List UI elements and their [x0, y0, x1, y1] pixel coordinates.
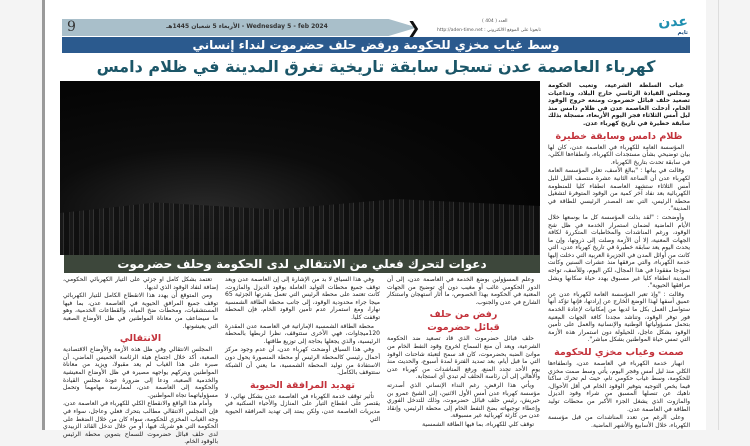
- paragraph: تعتمد بشكل كامل او جزئي على التيار الكهربائي الحكومي، إضافة لنفاد الوقود الذي لديها.: [63, 276, 218, 291]
- chevron-arrow-icon: ❯: [407, 18, 421, 37]
- subheading: رفض من حلف قبائل حضرموت: [427, 309, 500, 334]
- bottom-column-1: [387, 276, 540, 430]
- page-header: [62, 14, 690, 37]
- subheading: تهديد المرافقة الحيوية: [249, 379, 355, 391]
- main-headline: كهرباء العاصمة عدن تسجل سابقة تاريخية تغرق المدينة في ظلام دامس: [96, 57, 656, 76]
- bottom-column-3: [63, 276, 218, 446]
- kicker-bar: وسط غياب مخزي للحكومة ورفض حلف حضرموت لنداء إنساني: [62, 37, 690, 53]
- paragraph: غياب السلطة الشرعية، وتغيب الحكومة ومجلس القيادة الرئاسي خارج البلاد، وتداعيات تصعيد حلف قبائل حضرموت ومنعه خروج الوقود الخام، أدخلت العاصمة عدن في ظلام دامس منذ ليل أمس الثلاثاء فجر اليوم الأربعاء، مسجلة بذلك سابقة خطيرة في تاريخ كهرباء عدن.: [548, 82, 690, 127]
- city-skyline: [60, 185, 540, 255]
- aden-time-logo: [628, 15, 688, 37]
- subheading: الانتقالي: [119, 333, 162, 345]
- paragraph: وفي هذا السياق أوضحت كهرباء عدن، أن عدم وجود مركز أحمال رئيسي كالمحطة الرئيس أو محطة المنصورة يحول دون الاستفادة من توليد المحطة الشمسية، ما يعني أن الشبكة ستتوقف بالكامل.: [225, 346, 380, 377]
- paragraph: ومن المتوقع أن يهدد هذا الانقطاع الكامل للتيار الكهربائي توقف جميع المرافق الحيوية في العاصمة عدن، بما فيها المستشفيات، ومحطات ضخ المياه، والقطاعات الخدمية، وهو ما سيضاعف من معاناة المواطنين في ظل الأوضاع الصعبة التي يعيشونها.: [63, 292, 218, 330]
- page-number: 9: [67, 19, 76, 35]
- paragraph: حلف قبائل حضرموت الذي قاد تصعيد ضد الحكومة الشرعية، ويعد أن منع السماح لخروج وقود النفط الخام من موانئ الضبه بحضرموت، كان قد سمح لتعبئة شاحنات الوقود التي ما قبل أيام، بعد تمديد الفترة لمدة أسبوع، والحديث منذ يوم الأحد تجدد المنع، ورفع المناشدات من كهرباء عدن والأهالي إلى أن رئاسة الحلف لم تبدي أي استجابة.: [387, 335, 540, 381]
- paragraph: المؤسسة العامة للكهرباء في العاصمة عدن، كان لها بيان توضيحي بشأن مستجدات الكهرباء، وانطفاءها الكلي، في سابقة تحدث بتاريخ الكهرباء.: [548, 143, 690, 166]
- paragraph: وعلم المسؤولين بوضع الخدمة في العاصمة عدن، إلى أن الدور الحكومي غائب أو مغيب دون أي توضيح من الجهات المعنية في الحكومة بهذا الخصوص، ما أثار استهجان واستنكار الشارع في عدن والجنوب.: [387, 276, 540, 306]
- paragraph: تأثير توقف خدمة الكهرباء في العاصمة عدن بشكل نهائي، لا يقتصر على انقطاع التيار على المنازل والأحياء السكنية في مديريات العاصمة عدن، ولكن يمتد إلى تهديد المرافقة الحيوية التي: [225, 392, 380, 423]
- dark-city-photo: [60, 81, 540, 255]
- paragraph: محطة الطاقة الشمسية الإماراتية في العاصمة عدن المقدرة 120ميجاوات، فهي الأخرى ستتوقف، نظرا لربطها بالمحطة الرئيسية، والذي يجعلها بحاجة إلى توزيع طاقتها.: [225, 322, 380, 345]
- paragraph: انهيار خدمة الكهرباء في العاصمة عدن، وانطفاءها الكلي منذ ليل أمس وفجر اليوم، يأتي وسط صمت مخزي للحكومة، وسط غياب حكومي تام، حيث لم تحرك ساكنا فيما يخص التوجيه بتوفير الوقود الخام في أقل الأحوال، ناهيك عن تنصلها المسبق من شراء وقود الديزل والمازوت الذي يشغل الجزء الأكبر من محطات توليد الطاقة في العاصمة عدن.: [548, 360, 690, 413]
- logo-sub: تايم: [677, 30, 688, 36]
- paragraph: توقف كلي للكهرباء، بما فيها الطاقة الشمسية: [422, 420, 534, 428]
- issue-date: Wednesday 5 - feb 2024 - الأربعاء 5 شعبان 1445هـ: [166, 23, 328, 30]
- paragraph: ويأتي هذا الرفض، رغم النداء الإنساني الذي أصدرته مؤسسة كهرباء عدن أمس الأول الاثنين، إلى الشيخ عمرو بن حبريش، رئيس حلف قبائل حضرموت، وذلك للتدخل الفوري وإعطاء توجيهاته بضخ النفط الخام إلى محطة الرئيس، وإنقاذ عدن من كارثة كهربائية غير مسبوقة.: [387, 381, 540, 420]
- paragraph: وأمام هذا الواقع والانقطاع الكلي للكهرباء في العاصمة عدن، فإن المجلس الانتقالي مطالب بتحرك فعلي وعاجل، سواء في وجه الغياب المخزي للحكومة، سواء كان من خلال الضغط على الحكومة التي هو شريك فيها، أو من خلال تدخل القائد الزبيدي لدى حلف قبائل حضرموت للسماح بتموين محطة الرئيس بالوقود الخام.: [63, 400, 218, 446]
- right-column: [548, 82, 690, 430]
- website-link[interactable]: تابعونا على الموقع الالكتروني : http://aden-time.net: [437, 28, 542, 33]
- subheading: ظلام دامس وسابقة خطيرة: [555, 130, 683, 142]
- subheading: صمت وغياب مخزي للحكومة: [554, 347, 684, 358]
- bottom-column-2: [225, 276, 380, 430]
- frame-divider: [718, 0, 719, 430]
- paragraph: وفي هذا السياق لا بد من الإشارة إلى إن العاصمة عدن ويعد توقف جميع محطات التوليد العاملة بوقود الديزل والمازوت، كانت تعتمد على محطة الرئيس التي تعمل بقدرتها الجزئية 65 ميجا جراء محدودية الوقود، إلى جانب محطة الطاقة الشمسية نهارا، ومع استمرار عدم تأمين الوقود الخام، فإن المحطة توقفت كليا.: [225, 276, 380, 321]
- paragraph: وقالت : "وإذ تعبر المؤسسة العامة لكهرباء عدن عن عميق أسفها لهذا الوضع الخارج عن إرادتها، فإنها تؤكد أنها ستواصل العمل بكل ما لديها من إمكانيات لإعادة الخدمة فور توفر الوقود، وتناشد مجددا كافة الجهات المعنية بتحمل مسؤولياتها الوطنية والإنسانية والعمل على تأمين الوقود بشكل عاجل، للحيلولة دون استمرار هذه الأزمة التي تمس حياة المواطنين بشكل مباشر".: [548, 290, 690, 344]
- paragraph: وقالت في بيانها : "ببالغ الأسف، تعلن المؤسسة العامة لكهرباء عدن أن الساعة الثانية عشرة منتصف الليل لليل أمس الثلاثاء ستشهد العاصمة انطفاء كليا للمنظومة الكهربائية بعد نفاد آخر كمية من الوقود المتوفرة لتشغيل محطة الرئيس، التي تعد المصدر الرئيسي للطاقة في المدينة".: [548, 167, 690, 213]
- paragraph: وأوضحت : "لقد بذلت المؤسسة كل ما بوسعها خلال الأيام الماضية لضمان استمرار الخدمة في ظل شح الوقود، ورغم المناشدات والمخاطبات المتكررة لكافة الجهات المعنية، إلا أن الأزمة وصلت إلى ذروتها، وإن ما يحدث اليوم يعد سابقة خطيرة في تاريخ كهرباء عدن، التي كانت من أوائل المدن في الجزيرة العربية التي دخلت إليها خدمة الكهرباء، والتي مرفقها منذ عشرات السنين وكانت نموذجا مفقودا في هذا المجال، لكن اليوم، وللأسف، تواجه المدينة انطفاء كليا غير مسبوق يهدد حياة سكانها ويشل مرافقها الحيوية".: [548, 213, 690, 290]
- photo-caption: دعوات لتحرك فعلي من الانتقالي لدى الحكومة وحلف حضرموت: [64, 255, 540, 273]
- issue-number: العدد ( 404 ): [482, 19, 508, 24]
- paragraph: المجلس الانتقالي وفي ظل هذه الأزمة والأوضاع الاقتصادية الصعبة، أكد خلال اجتماع هيئة الرئاسة الخميس الماضي، أن صبره على هذا الغياب لم يعد مقبولا، ويزيد من معاناة المواطنين ويتركهم يواجهه مصيره في ظل الأوضاع المعيشية والخدمية الصعبة، ودعا إلى ضرورة عودة مجلس القيادة والحكومة إلى العاصمة عدن، لممارسة مهامهما وتحمل مسؤولياتهما تجاه المواطنين.: [63, 346, 218, 399]
- logo-main: عدن: [658, 14, 688, 30]
- paragraph: وعلى الرغم من تعدد المناشدات من قبل مؤسسة الكهرباء، خلال الأسابيع والأشهر الماضية.: [548, 414, 690, 429]
